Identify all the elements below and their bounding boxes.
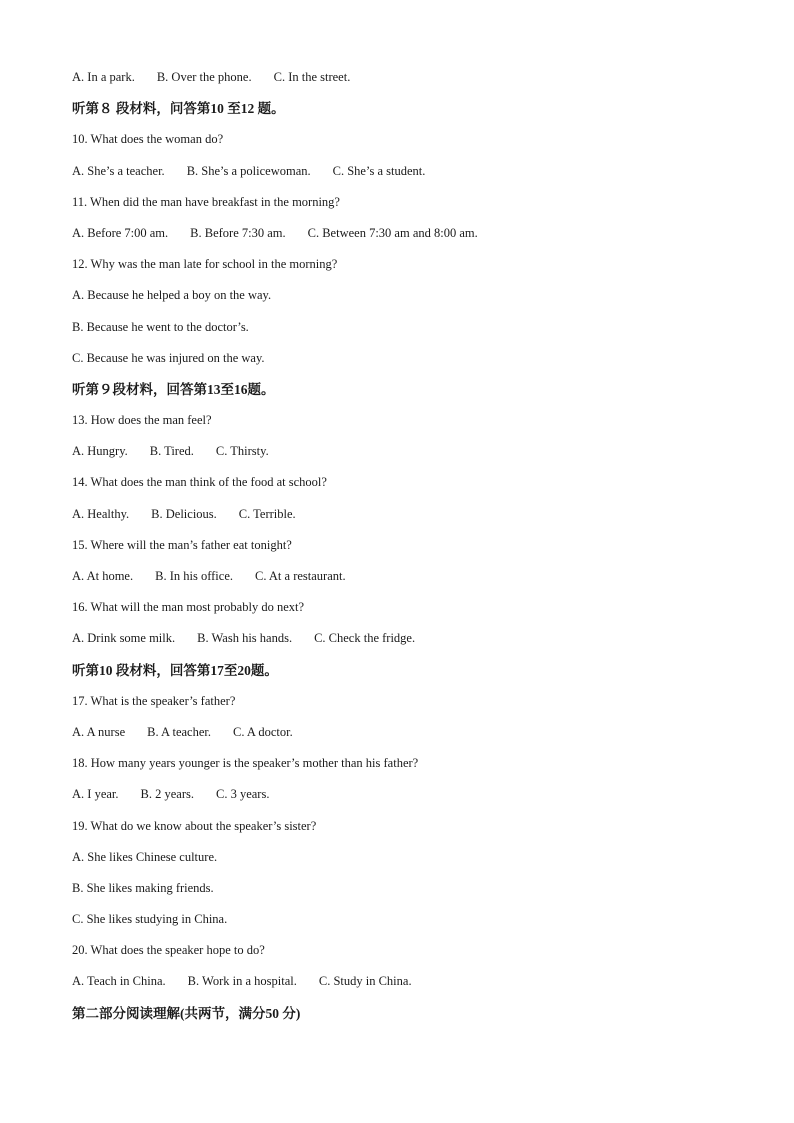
question-text: 12. Why was the man late for school in the morning? — [72, 257, 338, 272]
option-c: C. In the street. — [273, 70, 351, 84]
answer-options — [72, 218, 752, 249]
option-a: A. In a park. — [72, 70, 135, 84]
question-text: 20. What does the speaker hope to do? — [72, 943, 265, 958]
option-a: A. Teach in China. — [72, 974, 166, 989]
answer-options — [72, 779, 752, 810]
part-heading: 第二部分阅读理解(共两节，满分50 分) — [72, 1005, 301, 1021]
option-c: C. A doctor. — [233, 724, 293, 739]
option-c: C. Because he was injured on the way. — [72, 350, 265, 365]
option-c: C. 3 years. — [215, 787, 270, 802]
option-c: C. Thirsty. — [215, 444, 269, 459]
option-c: C. At a restaurant. — [255, 569, 346, 583]
option-a: A. Healthy. — [72, 506, 130, 521]
option-b: B. Before 7:30 am. — [190, 225, 286, 240]
option-a: A. Because he helped a boy on the way. — [72, 288, 272, 303]
option-c: C. Study in China. — [318, 974, 412, 989]
option-a: A. Hungry. — [72, 444, 128, 459]
option-b: B. In his office. — [155, 569, 233, 583]
option-c: C. She’s a student. — [332, 163, 426, 178]
option-c: C. She likes studying in China. — [72, 912, 228, 927]
question-text: 10. What does the woman do? — [72, 132, 224, 147]
question-text: 13. How does the man feel? — [72, 413, 212, 428]
option-b: B. A teacher. — [147, 724, 211, 739]
option-b: B. She likes making friends. — [72, 880, 214, 895]
answer-options — [72, 623, 752, 654]
question-text: 11. When did the man have breakfast in the morning? — [72, 194, 340, 209]
answer-options — [72, 436, 752, 467]
option-c: C. Between 7:30 am and 8:00 am. — [307, 225, 478, 240]
option-a: A. At home. — [72, 569, 134, 583]
answer-options — [72, 156, 752, 187]
option-a: A. She likes Chinese culture. — [72, 849, 218, 864]
option-b: B. Delicious. — [151, 506, 217, 521]
option-b: B. 2 years. — [140, 787, 194, 802]
answer-options — [72, 717, 752, 748]
option-b: B. Tired. — [149, 444, 194, 459]
option-a: A. A nurse — [72, 724, 126, 739]
option-c: C. Check the fridge. — [314, 631, 416, 646]
option-b: B. Because he went to the doctor’s. — [72, 319, 249, 334]
answer-options — [72, 499, 752, 530]
option-a: A. Drink some milk. — [72, 631, 176, 646]
question-text: 14. What does the man think of the food at school? — [72, 475, 327, 490]
section-heading: 听第８ 段材料，问答第10 至12 题。 — [72, 101, 285, 117]
option-c: C. Terrible. — [238, 506, 296, 521]
answer-options — [72, 62, 752, 93]
question-text: 15. Where will the man’s father eat tonight? — [72, 537, 292, 552]
answer-options — [72, 561, 752, 592]
question-text: 16. What will the man most probably do next? — [72, 600, 305, 615]
option-a: A. I year. — [72, 787, 119, 802]
answer-options — [72, 966, 752, 997]
option-b: B. Work in a hospital. — [187, 974, 297, 989]
option-b: B. She’s a policewoman. — [186, 163, 311, 178]
option-b: B. Over the phone. — [156, 70, 252, 84]
section-heading: 听第９段材料，回答第13至16题。 — [72, 381, 275, 397]
option-a: A. Before 7:00 am. — [72, 225, 169, 240]
question-text: 17. What is the speaker’s father? — [72, 693, 236, 708]
section-heading: 听第10 段材料，回答第17至20题。 — [72, 662, 278, 678]
document-page — [72, 62, 752, 1029]
question-text: 19. What do we know about the speaker’s sister? — [72, 818, 317, 833]
option-a: A. She’s a teacher. — [72, 163, 165, 178]
question-text: 18. How many years younger is the speaker’s mother than his father? — [72, 756, 419, 771]
option-b: B. Wash his hands. — [197, 631, 293, 646]
